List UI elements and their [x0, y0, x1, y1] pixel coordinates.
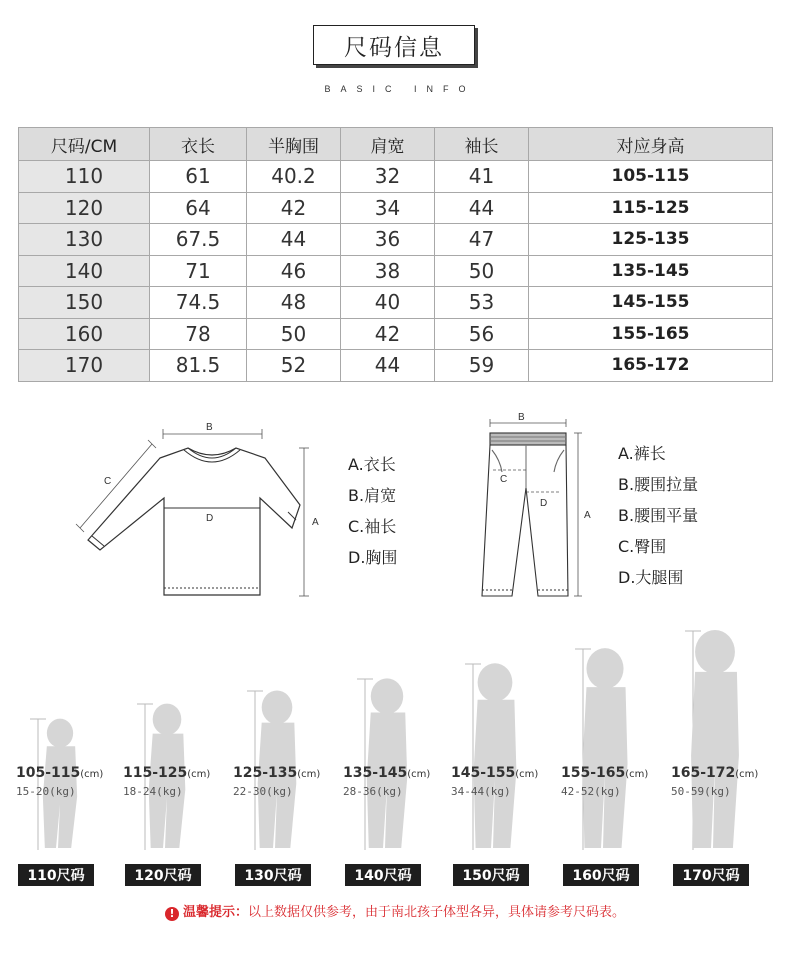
- cell-length: 64: [150, 192, 247, 224]
- legend-item: A.裤长: [618, 444, 666, 463]
- kid-height-range: [343, 765, 430, 781]
- cell-size: 150: [19, 287, 150, 319]
- warning-icon: !: [165, 907, 179, 921]
- kid-weight-range: 42-52(kg): [561, 785, 621, 798]
- pants-diagram: [460, 408, 610, 608]
- kid-height-range: [16, 765, 103, 781]
- kid-height-range: [671, 765, 758, 781]
- height-value: 105-115: [16, 765, 81, 781]
- legend-item: B.肩宽: [348, 486, 397, 505]
- cell-height: 145-155: [529, 287, 773, 319]
- cell-half-chest: 40.2: [247, 161, 341, 193]
- cell-half-chest: 44: [247, 224, 341, 256]
- cell-height: 135-145: [529, 255, 773, 287]
- height-unit: (cm): [625, 769, 649, 780]
- shirt-label-a: A: [312, 517, 319, 528]
- cell-sleeve: 50: [435, 255, 529, 287]
- table-row: [19, 318, 773, 350]
- cell-half-chest: 46: [247, 255, 341, 287]
- size-badge: 120尺码: [125, 864, 201, 886]
- tip-label: 温馨提示：: [182, 905, 248, 920]
- cell-size: 130: [19, 224, 150, 256]
- size-badge: 110尺码: [18, 864, 94, 886]
- cell-half-chest: 50: [247, 318, 341, 350]
- cell-sleeve: 41: [435, 161, 529, 193]
- table-row: [19, 350, 773, 382]
- cell-size: 120: [19, 192, 150, 224]
- shirt-label-b: B: [206, 422, 213, 433]
- pants-label-b: B: [518, 412, 525, 423]
- size-badge: 140尺码: [345, 864, 421, 886]
- kid-weight-range: 50-59(kg): [671, 785, 731, 798]
- cell-sleeve: 53: [435, 287, 529, 319]
- cell-size: 140: [19, 255, 150, 287]
- header-size: 尺码/CM: [19, 128, 150, 161]
- legend-item: B.腰围平量: [618, 506, 699, 525]
- page-title: [313, 25, 475, 65]
- legend-item: C.臀围: [618, 537, 667, 556]
- height-unit: (cm): [735, 769, 759, 780]
- height-value: 165-172: [671, 765, 736, 781]
- legend-item: C.袖长: [348, 517, 397, 536]
- tip: [0, 901, 790, 921]
- header-sleeve: 袖长: [435, 128, 529, 161]
- pants-legend: [618, 438, 698, 593]
- table-row: [19, 287, 773, 319]
- shirt-outline: [88, 448, 300, 595]
- size-badge: 170尺码: [673, 864, 749, 886]
- height-unit: (cm): [407, 769, 431, 780]
- tip-text: 以上数据仅供参考，由于南北孩子体型各异，具体请参考尺码表。: [248, 905, 626, 920]
- kid-weight-range: 18-24(kg): [123, 785, 183, 798]
- cell-length: 74.5: [150, 287, 247, 319]
- cell-height: 105-115: [529, 161, 773, 193]
- height-unit: (cm): [515, 769, 539, 780]
- cell-height: 165-172: [529, 350, 773, 382]
- cell-length: 81.5: [150, 350, 247, 382]
- kid-weight-range: 22-30(kg): [233, 785, 293, 798]
- size-table: [18, 127, 773, 382]
- kid-silhouette: [681, 630, 741, 852]
- kid-height-range: [233, 765, 320, 781]
- cell-size: 110: [19, 161, 150, 193]
- cell-height: 155-165: [529, 318, 773, 350]
- cell-length: 71: [150, 255, 247, 287]
- header-height: 对应身高: [529, 128, 773, 161]
- shirt-diagram: [60, 410, 330, 610]
- kid-weight-range: 15-20(kg): [16, 785, 76, 798]
- page-title-text: 尺码信息: [344, 34, 444, 61]
- cell-height: 115-125: [529, 192, 773, 224]
- cell-shoulder: 36: [341, 224, 435, 256]
- cell-shoulder: 34: [341, 192, 435, 224]
- cell-shoulder: 42: [341, 318, 435, 350]
- cell-shoulder: 38: [341, 255, 435, 287]
- kid-weight-range: 34-44(kg): [451, 785, 511, 798]
- size-badge: 130尺码: [235, 864, 311, 886]
- legend-item: D.胸围: [348, 548, 398, 567]
- kid-silhouette: [571, 648, 631, 852]
- header-shoulder: 肩宽: [341, 128, 435, 161]
- header-half-chest: 半胸围: [247, 128, 341, 161]
- cell-half-chest: 48: [247, 287, 341, 319]
- cell-half-chest: 42: [247, 192, 341, 224]
- cell-half-chest: 52: [247, 350, 341, 382]
- legend-item: D.大腿围: [618, 568, 684, 587]
- height-value: 125-135: [233, 765, 298, 781]
- kid-height-range: [123, 765, 210, 781]
- pants-label-d: D: [540, 498, 548, 509]
- height-unit: (cm): [297, 769, 321, 780]
- height-value: 135-145: [343, 765, 408, 781]
- header-length: 衣长: [150, 128, 247, 161]
- cell-size: 170: [19, 350, 150, 382]
- cell-sleeve: 44: [435, 192, 529, 224]
- kid-silhouette: [461, 663, 521, 852]
- table-row: [19, 161, 773, 193]
- table-row: [19, 255, 773, 287]
- pants-label-c: C: [500, 474, 508, 485]
- shirt-label-c: C: [104, 476, 112, 487]
- height-value: 145-155: [451, 765, 516, 781]
- cell-length: 67.5: [150, 224, 247, 256]
- size-badge: 150尺码: [453, 864, 529, 886]
- legend-item: A.衣长: [348, 455, 396, 474]
- cell-size: 160: [19, 318, 150, 350]
- kid-weight-range: 28-36(kg): [343, 785, 403, 798]
- size-badge: 160尺码: [563, 864, 639, 886]
- table-row: [19, 224, 773, 256]
- cell-length: 78: [150, 318, 247, 350]
- legend-item: B.腰围拉量: [618, 475, 699, 494]
- shirt-legend: [348, 449, 397, 573]
- page-subtitle: BASIC INFO: [324, 84, 476, 94]
- cell-length: 61: [150, 161, 247, 193]
- height-unit: (cm): [187, 769, 211, 780]
- cell-sleeve: 56: [435, 318, 529, 350]
- height-value: 115-125: [123, 765, 188, 781]
- height-value: 155-165: [561, 765, 626, 781]
- cell-shoulder: 32: [341, 161, 435, 193]
- shirt-label-d: D: [206, 513, 214, 524]
- cell-shoulder: 40: [341, 287, 435, 319]
- kid-height-range: [561, 765, 648, 781]
- cell-sleeve: 59: [435, 350, 529, 382]
- table-header-row: [19, 128, 773, 161]
- cell-sleeve: 47: [435, 224, 529, 256]
- waistband: [490, 433, 566, 445]
- height-unit: (cm): [80, 769, 104, 780]
- cell-shoulder: 44: [341, 350, 435, 382]
- pants-label-a: A: [584, 510, 591, 521]
- kid-height-range: [451, 765, 538, 781]
- cell-height: 125-135: [529, 224, 773, 256]
- table-row: [19, 192, 773, 224]
